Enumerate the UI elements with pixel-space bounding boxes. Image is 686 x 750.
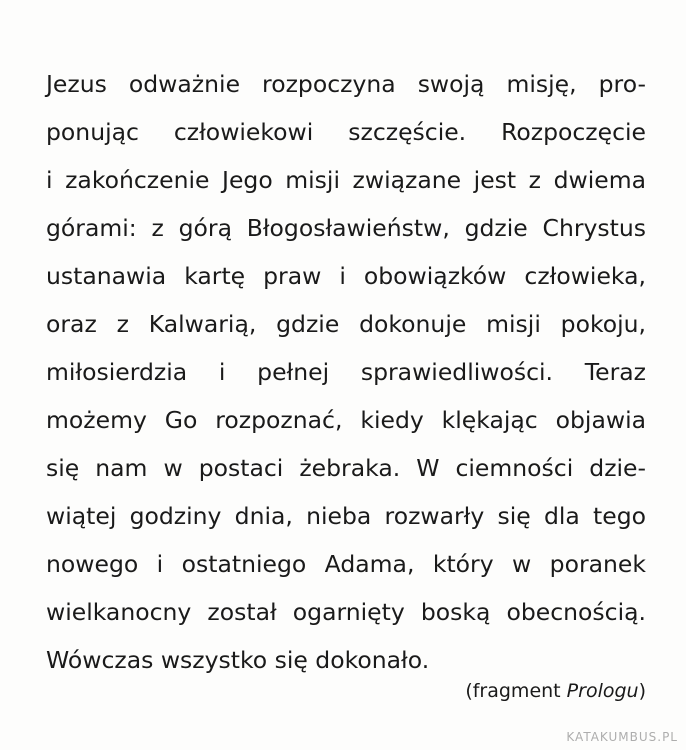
text-line-2: ponując człowiekowi szczęście. Rozpoczęcie bbox=[46, 118, 646, 146]
text-line-13: Wówczas wszystko się dokonało. bbox=[46, 646, 430, 674]
source-work-title: Prologu bbox=[566, 680, 639, 702]
text-line-3: i zakończenie Jego misji związane jest z dwiema bbox=[46, 166, 646, 194]
text-line-6: oraz z Kalwarią, gdzie dokonuje misji pokoju, bbox=[46, 310, 646, 338]
text-line-5: ustanawia kartę praw i obowiązków człowieka, bbox=[46, 262, 646, 290]
text-line-7: miłosierdzia i pełnej sprawiedliwości. Teraz bbox=[46, 358, 646, 386]
text-line-9: się nam w postaci żebraka. W ciemności dzie- bbox=[46, 454, 646, 482]
source-citation bbox=[465, 680, 646, 702]
text-line-1: Jezus odważnie rozpoczyna swoją misję, pro- bbox=[46, 70, 646, 98]
source-close: ) bbox=[638, 680, 646, 702]
text-line-10: wiątej godziny dnia, nieba rozwarły się dla tego bbox=[46, 502, 646, 530]
text-line-11: nowego i ostatniego Adama, który w poranek bbox=[46, 550, 646, 578]
watermark: KATAKUMBUS.PL bbox=[566, 730, 678, 744]
text-line-12: wielkanocny został ogarnięty boską obecnością. bbox=[46, 598, 646, 626]
source-open: (fragment bbox=[465, 680, 567, 702]
text-line-4: górami: z górą Błogosławieństw, gdzie Chrystus bbox=[46, 214, 646, 242]
quote-paragraph bbox=[46, 60, 646, 684]
text-line-8: możemy Go rozpoznać, kiedy klękając objawia bbox=[46, 406, 646, 434]
